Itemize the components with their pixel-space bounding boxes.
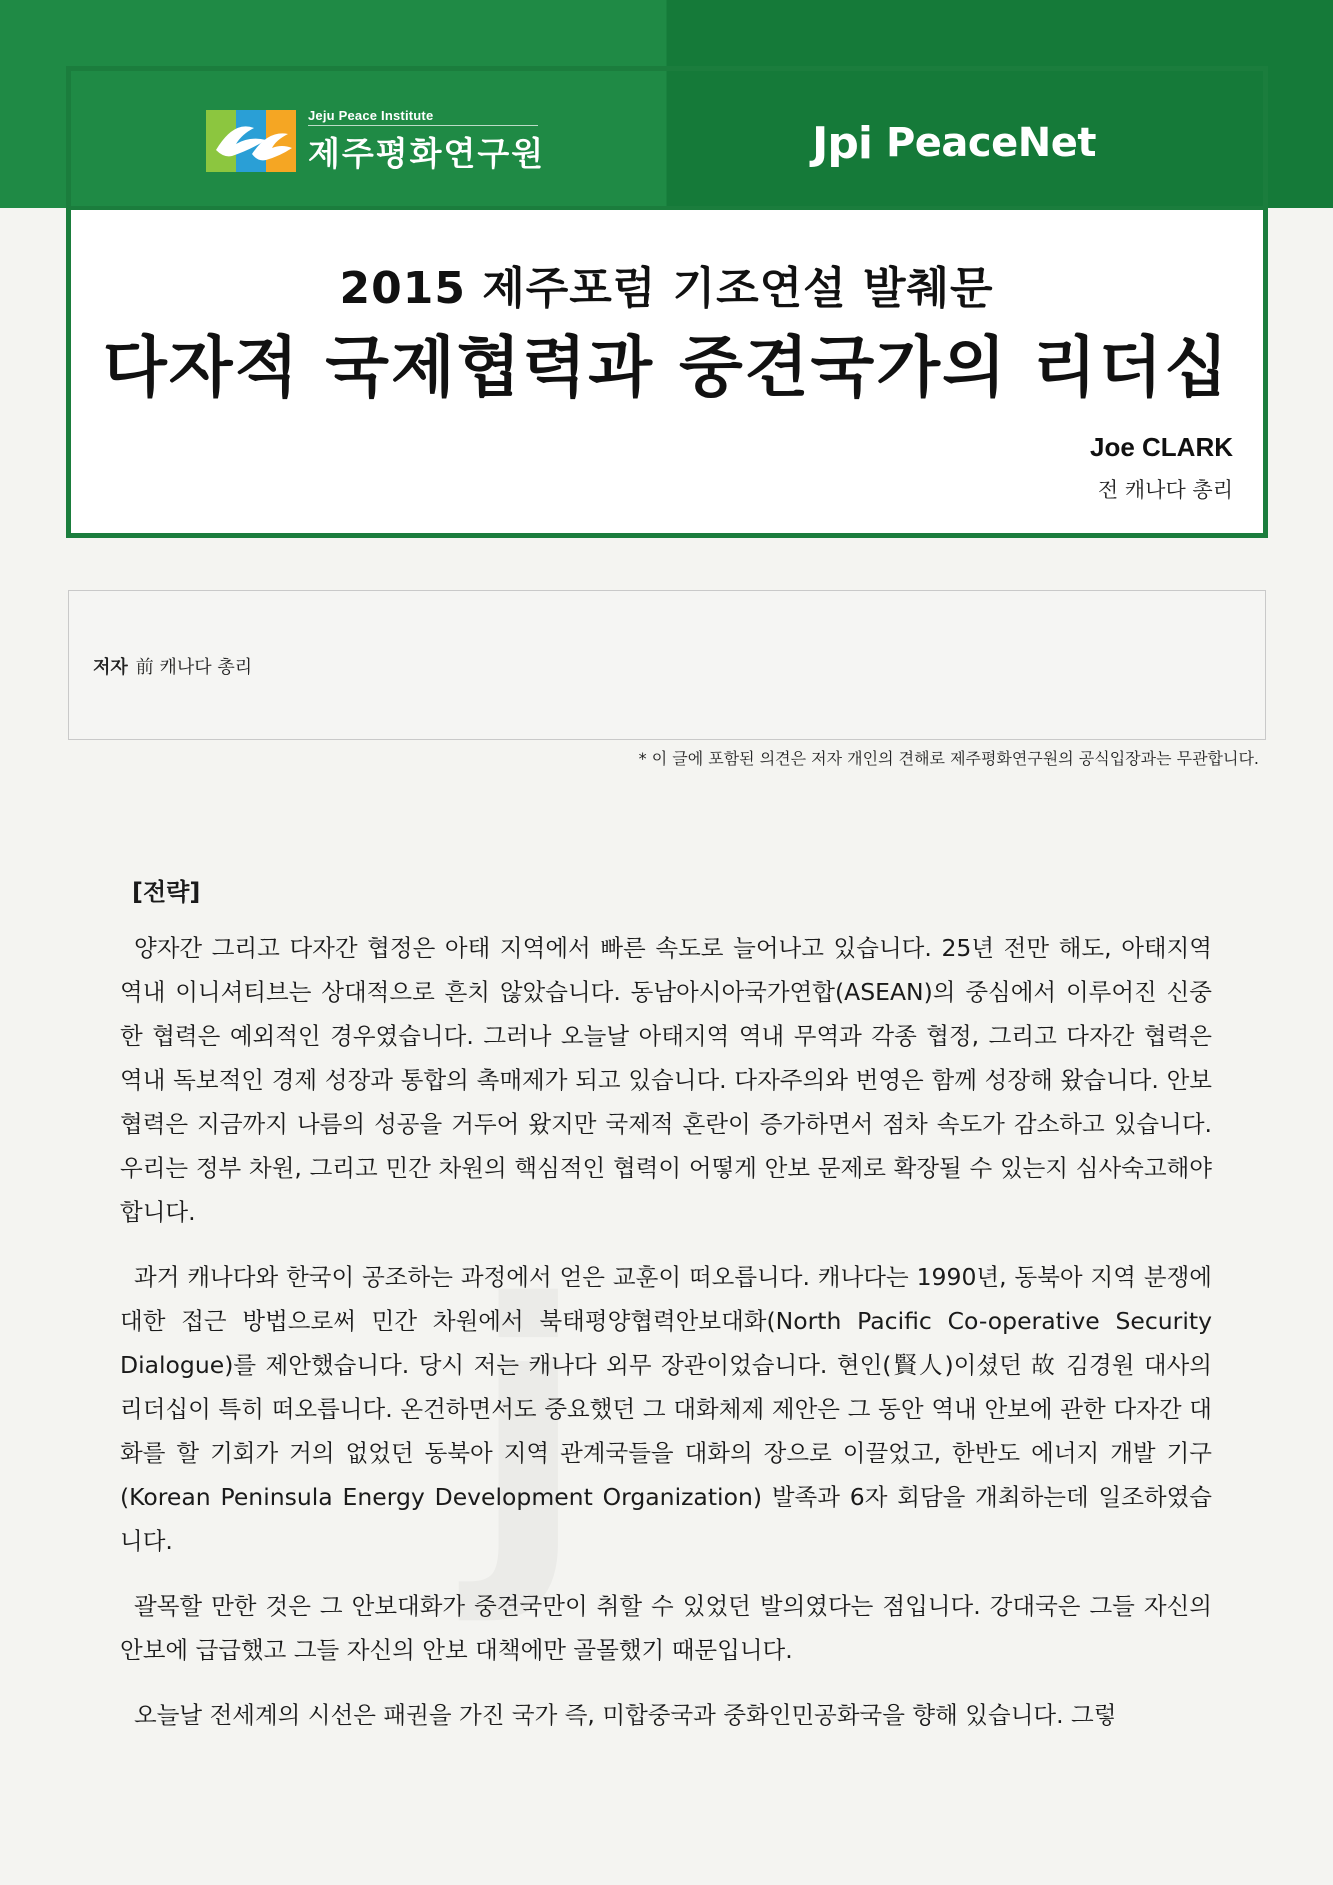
header-divider bbox=[66, 206, 1268, 210]
disclaimer-note: * 이 글에 포함된 의견은 저자 개인의 견해로 제주평화연구원의 공식입장과는 무관합니다. bbox=[638, 749, 1259, 768]
section-heading: [전략] bbox=[132, 878, 201, 906]
document-subtitle: 2015 제주포럼 기조연설 발췌문 bbox=[339, 263, 994, 314]
paragraph: 과거 캐나다와 한국이 공조하는 과정에서 얻은 교훈이 떠오릅니다. 캐나다는 1990년, 동북아 지역 분쟁에 대한 접근 방법으로써 민간 차원에서 북태평양협력안보대화(North Pacific Co-operative Security Dialogue)를 제안했습니다. 당시 저는 캐나다 외무 장관이었습니다. 현인(賢人)이셨던 故 김경원 대사의 리더십이 특히 떠오릅니다. 온건하면서도 중요했던 그 대화체제 제안은 그 동안 역내 안보에 관한 다자간 대화를 할 기회가 거의 없었던 동북아 지역 관계국들을 대화의 장으로 이끌었고, 한반도 에너지 개발 기구(Korean Peninsula Energy Development Organization) 발족과 6자 회담을 개최하는데 일조하였습니다. bbox=[120, 1263, 1212, 1555]
paragraph: 오늘날 전세계의 시선은 패권을 가진 국가 즉, 미합중국과 중화인민공화국을 향해 있습니다. 그렇 bbox=[134, 1701, 1117, 1729]
logo-english-name: Jeju Peace Institute bbox=[308, 108, 538, 126]
author-name: Joe CLARK bbox=[1089, 432, 1233, 462]
dove-logo-icon bbox=[206, 110, 296, 172]
paragraph: 양자간 그리고 다자간 협정은 아태 지역에서 빠른 속도로 늘어나고 있습니다. 25년 전만 해도, 아태지역 역내 이니셔티브는 상대적으로 흔치 않았습니다. 동남아시아국가연합(ASEAN)의 중심에서 이루어진 신중한 협력은 예외적인 경우였습니다. 그러나 오늘날 아태지역 역내 무역과 각종 협정, 그리고 다자간 협력은 역내 독보적인 경제 성장과 통합의 촉매제가 되고 있습니다. 다자주의와 번영은 함께 성장해 왔습니다. 안보 협력은 지금까지 나름의 성공을 거두어 왔지만 국제적 혼란이 증가하면서 점차 속도가 감소하고 있습니다. 우리는 정부 차원, 그리고 민간 차원의 핵심적인 협력이 어떻게 안보 문제로 확장될 수 있는지 심사숙고해야 합니다. bbox=[120, 934, 1212, 1226]
jeju-peace-institute-logo bbox=[206, 108, 545, 174]
article-body bbox=[120, 870, 1212, 1758]
peacenet-wordmark: PeaceNet bbox=[885, 120, 1096, 166]
logo-korean-name: 제주평화연구원 bbox=[308, 133, 546, 173]
author-info-line bbox=[93, 653, 252, 679]
paragraph: 괄목할 만한 것은 그 안보대화가 중견국만이 취할 수 있었던 발의였다는 점입니다. 강대국은 그들 자신의 안보에 급급했고 그들 자신의 안보 대책에만 골몰했기 때문입니다. bbox=[120, 1592, 1212, 1664]
author-description: 前 캐나다 총리 bbox=[135, 657, 253, 678]
jpi-logo-mark: Jpi bbox=[812, 117, 872, 169]
document-title: 다자적 국제협력과 중견국가의 리더십 bbox=[102, 329, 1231, 406]
author-info-box bbox=[68, 590, 1266, 740]
author-label: 저자 bbox=[93, 657, 128, 678]
author-role: 전 캐나다 총리 bbox=[1097, 478, 1233, 502]
peacenet-logo bbox=[812, 114, 1096, 172]
